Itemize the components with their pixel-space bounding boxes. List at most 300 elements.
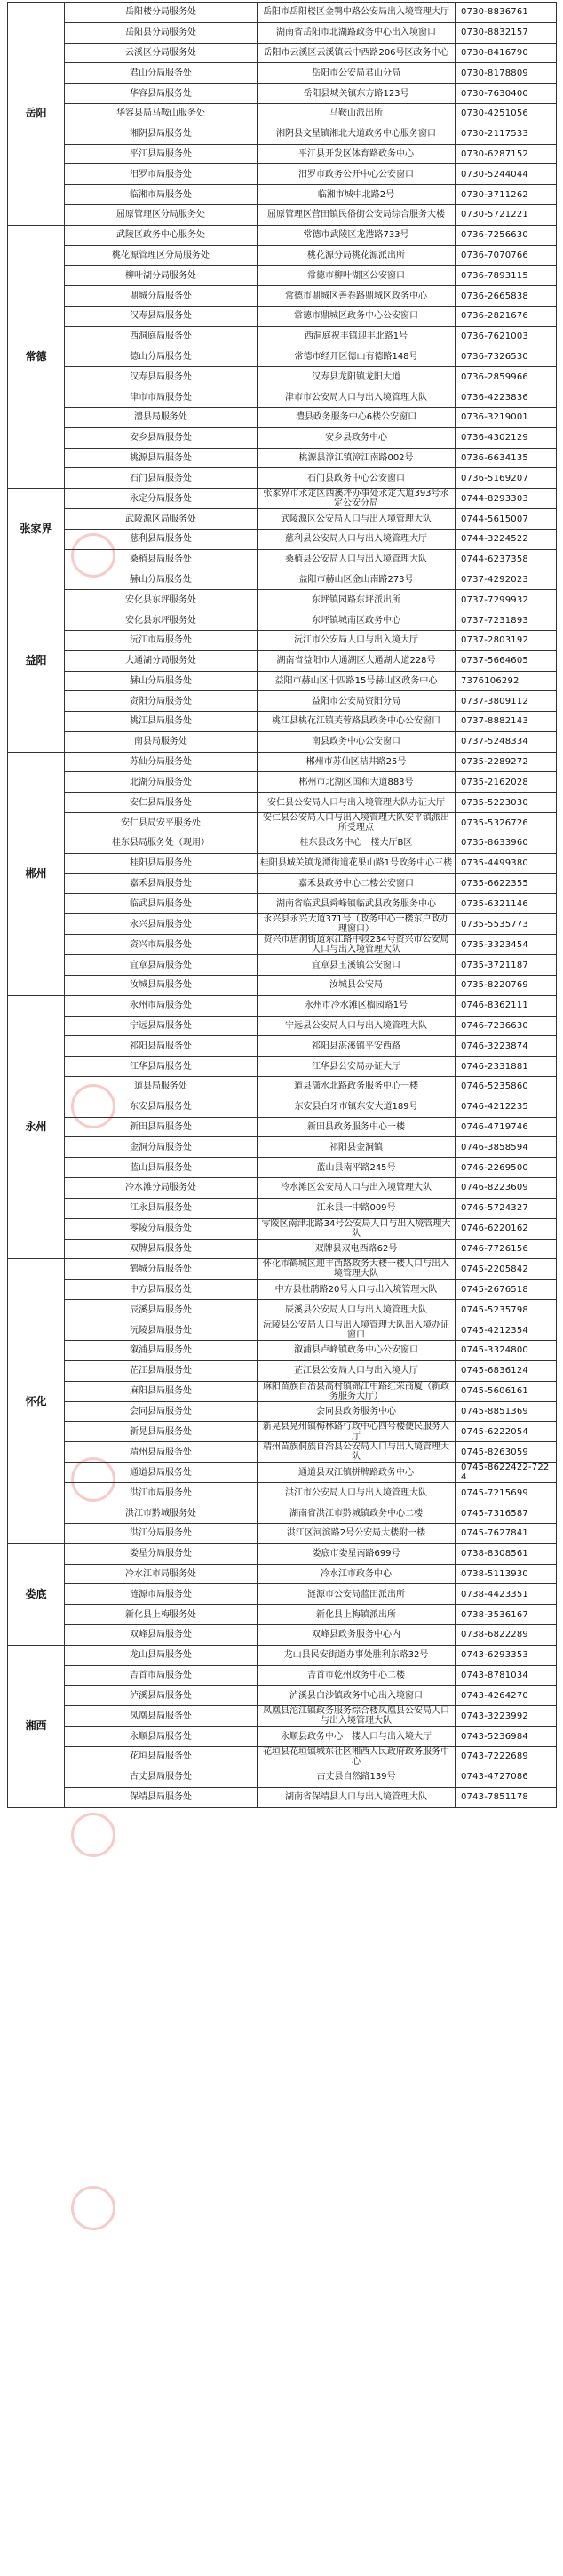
address-cell: 澧县政务服务中心6楼公安窗口 [258,407,456,427]
office-name-cell: 华容县局马鞍山服务处 [65,103,258,124]
address-cell: 桂东县政务中心一楼大厅B区 [258,833,456,854]
office-name-cell: 屈原管理区分局服务处 [65,204,258,225]
office-name-cell: 安化县东坪服务处 [65,590,258,610]
phone-cell: 0746-8223609 [456,1178,557,1199]
phone-cell: 0746-6220162 [456,1218,557,1239]
phone-cell: 0745-5606161 [456,1381,557,1401]
table-row [8,144,557,164]
address-cell: 湖南省洪江市黔城镇政务中心二楼 [258,1503,456,1524]
address-cell: 冷水江市政务中心 [258,1564,456,1584]
table-row [8,1137,557,1158]
office-name-cell: 桃花源管理区分局服务处 [65,245,258,266]
phone-cell: 0738-4423351 [456,1584,557,1605]
city-cell: 张家界 [8,489,65,570]
phone-cell: 0736-7893115 [456,266,557,286]
phone-cell: 0746-2269500 [456,1158,557,1178]
office-name-cell: 津市市局服务处 [65,387,258,408]
phone-cell: 0736-5169207 [456,468,557,489]
office-name-cell: 江永县局服务处 [65,1198,258,1218]
phone-cell: 0743-3223992 [456,1706,557,1727]
office-name-cell: 安仁县局服务处 [65,793,258,813]
address-cell: 双牌县双电西路62号 [258,1239,456,1259]
address-cell: 双峰县政务服务中心内 [258,1624,456,1645]
phone-cell: 0736-2859966 [456,367,557,387]
table-row [8,1320,557,1341]
office-name-cell: 桃江县局服务处 [65,712,258,732]
table-row [8,124,557,144]
office-name-cell: 新化县上梅服务处 [65,1605,258,1625]
office-name-cell: 永顺县局服务处 [65,1727,258,1747]
office-name-cell: 蓝山县局服务处 [65,1158,258,1178]
office-name-cell: 金洞分局服务处 [65,1137,258,1158]
city-cell: 永州 [8,995,65,1259]
table-row [8,1706,557,1727]
watermark-logo [71,2186,121,2230]
office-name-cell: 芷江县局服务处 [65,1360,258,1381]
office-name-cell: 平江县局服务处 [65,144,258,164]
phone-cell: 0730-2117533 [456,124,557,144]
table-row [8,185,557,205]
address-cell: 永兴县永兴大道371号（政务中心一楼东户政办理窗口） [258,914,456,935]
phone-cell: 0735-8220769 [456,976,557,996]
address-cell: 湖南省岳阳市北湖路政务中心出入境窗口 [258,22,456,43]
phone-cell: 0737-5248334 [456,731,557,752]
table-row [8,1360,557,1381]
table-row [8,1158,557,1178]
table-row [8,509,557,530]
table-row [8,813,557,833]
phone-cell: 0743-4264270 [456,1686,557,1706]
phone-cell: 0736-6634135 [456,448,557,468]
table-row [8,976,557,996]
phone-cell: 0745-2205842 [456,1259,557,1280]
phone-cell: 0736-7326530 [456,347,557,367]
table-row [8,347,557,367]
address-cell: 怀化市鹤城区迎丰西路政务大楼一楼人口与出入境管理大队 [258,1259,456,1280]
address-cell: 溆浦县卢峰镇政务中心公安窗口 [258,1341,456,1361]
address-cell: 蓝山县南平路245号 [258,1158,456,1178]
table-row [8,489,557,509]
phone-cell: 0730-8416790 [456,43,557,63]
table-row [8,793,557,813]
address-cell: 常德市鼎城区政务中心公安窗口 [258,306,456,326]
address-cell: 马鞍山派出所 [258,103,456,124]
phone-cell: 0736-2821676 [456,306,557,326]
office-name-cell: 会同县局服务处 [65,1401,258,1422]
address-cell: 永顺县政务中心一楼人口与出入境大厅 [258,1727,456,1747]
phone-cell: 0743-7222689 [456,1746,557,1767]
table-row [8,387,557,408]
phone-cell: 0737-5664605 [456,650,557,671]
table-row [8,1524,557,1544]
office-name-cell: 宜章县局服务处 [65,955,258,976]
phone-cell: 7376106292 [456,671,557,691]
office-name-cell: 沅江市局服务处 [65,630,258,650]
table-row [8,1442,557,1463]
address-cell: 江永县一中路009号 [258,1198,456,1218]
phone-cell: 0746-5724327 [456,1198,557,1218]
phone-cell: 0735-8633960 [456,833,557,854]
table-row [8,630,557,650]
phone-cell: 0730-3711262 [456,185,557,205]
address-cell: 桃江县桃花江镇芙蓉路县政务中心公安窗口 [258,712,456,732]
office-name-cell: 资阳分局服务处 [65,691,258,712]
office-name-cell: 鹤城分局服务处 [65,1259,258,1280]
table-row [8,1564,557,1584]
table-row [8,570,557,590]
office-name-cell: 湘阴县局服务处 [65,124,258,144]
office-name-cell: 西洞庭局服务处 [65,326,258,347]
address-cell: 武陵源区公安局人口与出入境管理大队 [258,509,456,530]
table-row [8,1077,557,1097]
address-cell: 洪江区河滨路2号公安局大楼附一楼 [258,1524,456,1544]
office-name-cell: 石门县局服务处 [65,468,258,489]
office-name-cell: 桃源县局服务处 [65,448,258,468]
phone-cell: 0745-3324800 [456,1341,557,1361]
phone-cell: 0735-5223030 [456,793,557,813]
office-name-cell: 北湖分局服务处 [65,772,258,793]
city-cell: 岳阳 [8,3,65,226]
address-cell: 石门县政务中心公安窗口 [258,468,456,489]
office-name-cell: 辰溪县局服务处 [65,1300,258,1320]
phone-cell: 0745-7215699 [456,1483,557,1503]
phone-cell: 0745-7316587 [456,1503,557,1524]
phone-cell: 0743-6293353 [456,1645,557,1665]
table-row [8,1381,557,1401]
phone-cell: 0746-7236630 [456,1016,557,1036]
phone-cell: 0743-5236984 [456,1727,557,1747]
address-cell: 辰溪县公安局人口与出入境管理大队 [258,1300,456,1320]
address-cell: 岳阳市公安局君山分局 [258,63,456,84]
address-cell: 东坪镇城南区政务中心 [258,610,456,631]
address-cell: 东安县白牙市镇东安大道189号 [258,1097,456,1117]
table-row [8,1280,557,1300]
table-row [8,873,557,894]
phone-cell: 0736-7256630 [456,225,557,245]
phone-cell: 0730-8832157 [456,22,557,43]
phone-cell: 0736-7070766 [456,245,557,266]
phone-cell: 0746-7726156 [456,1239,557,1259]
phone-cell: 0746-3858594 [456,1137,557,1158]
address-cell: 湘阴县文星镇湘北大道政务中心服务窗口 [258,124,456,144]
phone-cell: 0745-8263059 [456,1442,557,1463]
phone-cell: 0746-2331881 [456,1057,557,1077]
address-cell: 通道县双江镇拼牌路政务中心 [258,1463,456,1483]
address-cell: 祁阳县湛溪镇平安西路 [258,1036,456,1057]
table-row [8,1645,557,1665]
phone-cell: 0735-2289272 [456,752,557,772]
table-row [8,1239,557,1259]
table-row [8,1117,557,1137]
table-row [8,935,557,955]
table-row [8,306,557,326]
table-row [8,590,557,610]
address-cell: 祁阳县金洞镇 [258,1137,456,1158]
office-name-cell: 涟源市局服务处 [65,1584,258,1605]
office-name-cell: 汨罗市局服务处 [65,164,258,185]
address-cell: 宜章县玉溪镇公安窗口 [258,955,456,976]
phone-cell: 0745-2676518 [456,1280,557,1300]
address-cell: 桃源县漳江镇漳江南路002号 [258,448,456,468]
table-row [8,103,557,124]
address-cell: 冷水滩区公安局人口与出入境管理大队 [258,1178,456,1199]
city-cell: 娄底 [8,1543,65,1645]
office-name-cell: 祁阳县局服务处 [65,1036,258,1057]
phone-cell: 0743-4727086 [456,1767,557,1787]
office-name-cell: 永州市局服务处 [65,995,258,1016]
address-cell: 新化县上梅镇派出所 [258,1605,456,1625]
address-cell: 花垣县花垣镇城东社区湘西人民政府政务服务中心 [258,1746,456,1767]
table-row [8,1727,557,1747]
office-name-cell: 临湘市局服务处 [65,185,258,205]
address-cell: 中方县杜鹃路20号人口与出入境管理大队 [258,1280,456,1300]
address-cell: 湖南省保靖县人口与出入境管理大队 [258,1787,456,1807]
address-cell: 娄底市娄星南路699号 [258,1543,456,1564]
table-row [8,650,557,671]
office-name-cell: 零陵分局服务处 [65,1218,258,1239]
office-name-cell: 武陵源区局服务处 [65,509,258,530]
table-row [8,1767,557,1787]
table-row [8,610,557,631]
city-cell: 郴州 [8,752,65,995]
table-row [8,164,557,185]
office-name-cell: 娄星分局服务处 [65,1543,258,1564]
office-name-cell: 沅陵县局服务处 [65,1320,258,1341]
office-name-cell: 澧县局服务处 [65,407,258,427]
office-name-cell: 江华县局服务处 [65,1057,258,1077]
address-cell: 郴州市苏仙区桔井路25号 [258,752,456,772]
phone-cell: 0736-2665838 [456,286,557,307]
address-cell: 慈利县公安局人口与出入境管理大厅 [258,529,456,549]
address-cell: 湖南省临武县舜峰镇临武县政务服务中心 [258,894,456,914]
phone-cell: 0743-7851178 [456,1787,557,1807]
office-name-cell: 汉寿县局服务处 [65,306,258,326]
table-row [8,1624,557,1645]
office-name-cell: 嘉禾县局服务处 [65,873,258,894]
table-row [8,326,557,347]
table-row [8,772,557,793]
address-cell: 麻阳苗族自治县高村镇锦江中路红荣商厦（新政务服务大厅） [258,1381,456,1401]
watermark-seal-icon [71,1813,115,1857]
table-row [8,1341,557,1361]
office-name-cell: 吉首市局服务处 [65,1665,258,1686]
phone-cell: 0745-6222054 [456,1422,557,1442]
table-row [8,1584,557,1605]
table-row [8,1665,557,1686]
phone-cell: 0746-4212235 [456,1097,557,1117]
phone-cell: 0743-8781034 [456,1665,557,1686]
table-row [8,1422,557,1442]
address-cell: 涟源市公安局蓝田派出所 [258,1584,456,1605]
table-row [8,1605,557,1625]
phone-cell: 0746-4719746 [456,1117,557,1137]
office-name-cell: 凤凰县局服务处 [65,1706,258,1727]
office-name-cell: 柳叶湖分局服务处 [65,266,258,286]
office-name-cell: 君山分局服务处 [65,63,258,84]
office-name-cell: 德山分局服务处 [65,347,258,367]
table-row [8,22,557,43]
address-cell: 资兴市唐洞街道东江路中段234号资兴市公安局人口与出入境管理大队 [258,935,456,955]
office-name-cell: 慈利县局服务处 [65,529,258,549]
address-cell: 桑植县公安局人口与出入境管理大队 [258,549,456,570]
office-name-cell: 赫山分局服务处 [65,570,258,590]
table-row [8,407,557,427]
table-row [8,1746,557,1767]
table-row [8,468,557,489]
office-name-cell: 新田县局服务处 [65,1117,258,1137]
office-name-cell: 武陵区政务中心服务处 [65,225,258,245]
phone-cell: 0735-5535773 [456,914,557,935]
phone-cell: 0735-5326726 [456,813,557,833]
address-cell: 洪江市公安局人口与出入境管理大队 [258,1483,456,1503]
phone-cell: 0736-4223836 [456,387,557,408]
phone-cell: 0745-7627841 [456,1524,557,1544]
office-name-cell: 古丈县局服务处 [65,1767,258,1787]
phone-cell: 0745-8622422-7224 [456,1463,557,1483]
table-row [8,995,557,1016]
address-cell: 靖州苗族侗族自治县公安局人口与出入境管理大队 [258,1442,456,1463]
office-name-cell: 东安县局服务处 [65,1097,258,1117]
address-cell: 汝城县公安局 [258,976,456,996]
phone-cell: 0744-5615007 [456,509,557,530]
office-name-cell: 汉寿县局服务处 [65,367,258,387]
table-row [8,1300,557,1320]
phone-cell: 0735-3721187 [456,955,557,976]
address-cell: 桃花源分局桃花源派出所 [258,245,456,266]
table-row [8,529,557,549]
phone-cell: 0737-7299932 [456,590,557,610]
address-cell: 道县潇水北路政务服务中心一楼 [258,1077,456,1097]
watermark-logo [71,1813,121,1857]
table-row [8,1259,557,1280]
office-name-cell: 保靖县局服务处 [65,1787,258,1807]
address-cell: 湖南省益阳市大通湖区大通湖大道228号 [258,650,456,671]
address-cell: 沅江市公安局人口与出入境大厅 [258,630,456,650]
phone-cell: 0735-6622355 [456,873,557,894]
office-name-cell: 桂阳县局服务处 [65,853,258,873]
city-cell: 怀化 [8,1259,65,1543]
address-cell: 平江县开发区体育路政务中心 [258,144,456,164]
table-row [8,1178,557,1199]
phone-cell: 0745-5235798 [456,1300,557,1320]
address-cell: 汨罗市政务公开中心公安窗口 [258,164,456,185]
table-row [8,1057,557,1077]
phone-cell: 0737-2803192 [456,630,557,650]
address-cell: 常德市武陵区龙港路733号 [258,225,456,245]
address-cell: 安仁县公安局人口与出入境管理大队办证大厅 [258,793,456,813]
watermark-seal-icon [71,2186,115,2230]
phone-cell: 0738-5113930 [456,1564,557,1584]
office-name-cell: 汝城县局服务处 [65,976,258,996]
office-name-cell: 苏仙分局服务处 [65,752,258,772]
office-name-cell: 永定分局服务处 [65,489,258,509]
table-row [8,549,557,570]
office-name-cell: 岳阳县分局服务处 [65,22,258,43]
office-name-cell: 鼎城分局服务处 [65,286,258,307]
address-cell: 益阳市公安局资阳分局 [258,691,456,712]
address-cell: 汉寿县龙阳镇龙阳大道 [258,367,456,387]
address-cell: 张家界市永定区西溪坪办事处永定大道393号永定公安分局 [258,489,456,509]
office-name-cell: 双峰县局服务处 [65,1624,258,1645]
phone-cell: 0730-7630400 [456,84,557,104]
table-row [8,427,557,448]
service-office-table [7,2,557,1808]
address-cell: 安乡县政务中心 [258,427,456,448]
office-name-cell: 中方县局服务处 [65,1280,258,1300]
office-name-cell: 泸溪县局服务处 [65,1686,258,1706]
table-row [8,1463,557,1483]
address-cell: 沅陵县公安局人口与出入境管理大队出入境办证窗口 [258,1320,456,1341]
address-cell: 西洞庭祝丰镇迎丰北路1号 [258,326,456,347]
office-name-cell: 花垣县局服务处 [65,1746,258,1767]
office-name-cell: 道县局服务处 [65,1077,258,1097]
table-row [8,731,557,752]
table-row [8,1401,557,1422]
address-cell: 郴州市北湖区国和大道883号 [258,772,456,793]
office-name-cell: 洪江分局服务处 [65,1524,258,1544]
table-row [8,367,557,387]
phone-cell: 0737-8882143 [456,712,557,732]
table-row [8,712,557,732]
table-row [8,914,557,935]
office-name-cell: 桂东县局服务处（现用） [65,833,258,854]
phone-cell: 0736-3219001 [456,407,557,427]
address-cell: 岳阳市云溪区云溪镇云中西路206号区政务中心 [258,43,456,63]
address-cell: 临湘市城中北路2号 [258,185,456,205]
table-row [8,1787,557,1807]
table-row [8,1036,557,1057]
address-cell: 嘉禾县政务中心二楼公安窗口 [258,873,456,894]
table-row [8,671,557,691]
table-row [8,894,557,914]
phone-cell: 0738-6822289 [456,1624,557,1645]
office-name-cell: 岳阳楼分局服务处 [65,3,258,23]
phone-cell: 0730-8836761 [456,3,557,23]
phone-cell: 0737-4292023 [456,570,557,590]
address-cell: 芷江县公安局人口与出入境大厅 [258,1360,456,1381]
office-name-cell: 双牌县局服务处 [65,1239,258,1259]
table-body [8,3,557,1808]
phone-cell: 0746-5235860 [456,1077,557,1097]
address-cell: 益阳市赫山区金山南路273号 [258,570,456,590]
office-name-cell: 南县局服务处 [65,731,258,752]
table-row [8,204,557,225]
office-name-cell: 靖州县局服务处 [65,1442,258,1463]
phone-cell: 0737-3809112 [456,691,557,712]
address-cell: 益阳市赫山区十四路15号赫山区政务中心 [258,671,456,691]
address-cell: 常德市柳叶湖区公安窗口 [258,266,456,286]
office-name-cell: 安化县东坪服务处 [65,610,258,631]
phone-cell: 0730-6287152 [456,144,557,164]
address-cell: 泸溪县白沙镇政务中心出入境窗口 [258,1686,456,1706]
table-row [8,1198,557,1218]
office-name-cell: 云溪区分局服务处 [65,43,258,63]
table-row [8,43,557,63]
table-row [8,3,557,23]
table-row [8,1543,557,1564]
phone-cell: 0737-7231893 [456,610,557,631]
address-cell: 宁远县公安局人口与出入境管理大队 [258,1016,456,1036]
office-name-cell: 通道县局服务处 [65,1463,258,1483]
phone-cell: 0744-3224522 [456,529,557,549]
table-row [8,752,557,772]
table-row [8,1097,557,1117]
phone-cell: 0736-7621003 [456,326,557,347]
phone-cell: 0735-6321146 [456,894,557,914]
office-name-cell: 安仁县局安平服务处 [65,813,258,833]
table-row [8,1483,557,1503]
office-name-cell: 永兴县局服务处 [65,914,258,935]
